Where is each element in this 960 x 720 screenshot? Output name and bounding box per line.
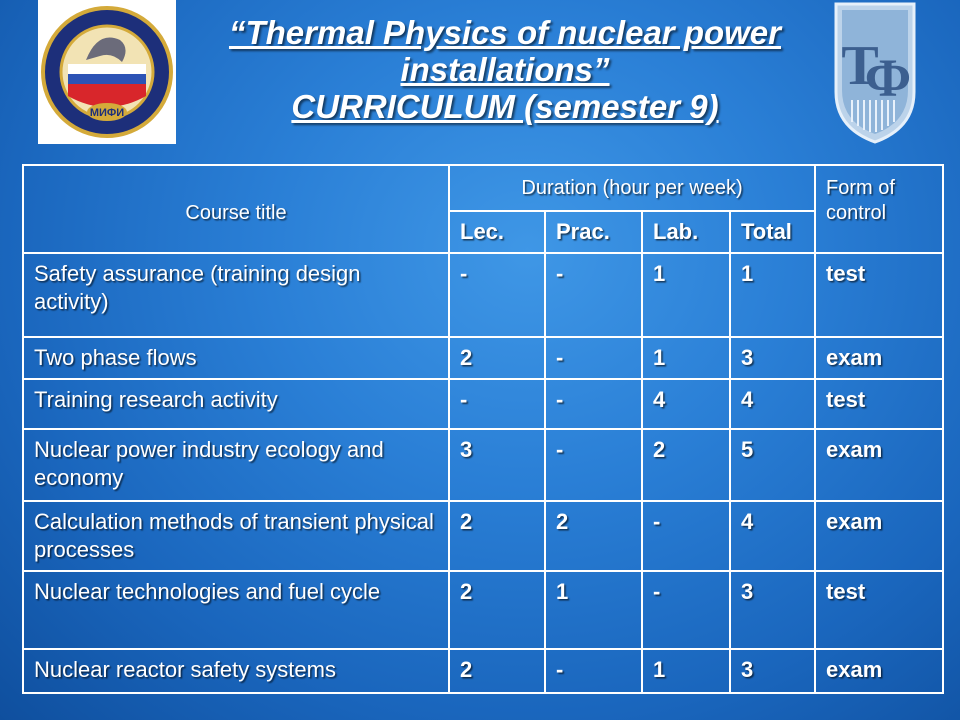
- lec-cell: 2: [449, 571, 545, 649]
- total-cell: 3: [730, 649, 815, 693]
- university-seal-logo: [38, 0, 176, 144]
- control-cell: exam: [815, 649, 943, 693]
- control-cell: exam: [815, 337, 943, 379]
- table-row: [23, 337, 943, 379]
- svg-text:Т: Т: [841, 35, 879, 97]
- total-cell: 5: [730, 429, 815, 501]
- svg-text:Ф: Ф: [864, 48, 912, 108]
- department-shield-logo: [832, 0, 918, 146]
- table-row: [23, 571, 943, 649]
- title-line-2: installations”: [400, 51, 610, 88]
- prac-cell: -: [545, 253, 642, 337]
- lec-cell: -: [449, 379, 545, 429]
- table-row: [23, 253, 943, 337]
- total-cell: 4: [730, 501, 815, 571]
- course-cell: Training research activity: [23, 379, 449, 429]
- course-cell: Calculation methods of transient physical processes: [23, 501, 449, 571]
- control-cell: exam: [815, 501, 943, 571]
- header-form-of-control: Form of control: [815, 165, 943, 253]
- table-row: [23, 649, 943, 693]
- lec-cell: 2: [449, 649, 545, 693]
- prac-cell: 2: [545, 501, 642, 571]
- total-cell: 4: [730, 379, 815, 429]
- control-cell: test: [815, 253, 943, 337]
- course-cell: Nuclear reactor safety systems: [23, 649, 449, 693]
- prac-cell: -: [545, 429, 642, 501]
- prac-cell: -: [545, 649, 642, 693]
- prac-cell: -: [545, 337, 642, 379]
- course-cell: Two phase flows: [23, 337, 449, 379]
- lab-cell: 1: [642, 649, 730, 693]
- lec-cell: 2: [449, 501, 545, 571]
- control-cell: test: [815, 571, 943, 649]
- lab-cell: 2: [642, 429, 730, 501]
- table-header-row: [23, 165, 943, 211]
- total-cell: 3: [730, 571, 815, 649]
- table-row: [23, 379, 943, 429]
- lec-cell: 3: [449, 429, 545, 501]
- course-cell: Nuclear power industry ecology and economy: [23, 429, 449, 501]
- title-line-1: “Thermal Physics of nuclear power: [228, 14, 781, 51]
- table-row: [23, 429, 943, 501]
- total-cell: 3: [730, 337, 815, 379]
- header-total: Total: [730, 211, 815, 253]
- control-cell: test: [815, 379, 943, 429]
- curriculum-table: [22, 164, 944, 694]
- svg-text:МИФИ: МИФИ: [89, 107, 125, 119]
- prac-cell: 1: [545, 571, 642, 649]
- header-prac: Prac.: [545, 211, 642, 253]
- prac-cell: -: [545, 379, 642, 429]
- lab-cell: 4: [642, 379, 730, 429]
- total-cell: 1: [730, 253, 815, 337]
- mephi-seal-icon: [38, 0, 176, 144]
- header-lec: Lec.: [449, 211, 545, 253]
- lab-cell: 1: [642, 337, 730, 379]
- title-line-3: CURRICULUM (semester 9): [291, 88, 719, 125]
- tf-shield-icon: [832, 0, 918, 146]
- course-cell: Nuclear technologies and fuel cycle: [23, 571, 449, 649]
- table-row: [23, 501, 943, 571]
- lec-cell: 2: [449, 337, 545, 379]
- control-cell: exam: [815, 429, 943, 501]
- lab-cell: -: [642, 501, 730, 571]
- header-duration: Duration (hour per week): [449, 165, 815, 211]
- lab-cell: 1: [642, 253, 730, 337]
- course-cell: Safety assurance (training design activity): [23, 253, 449, 337]
- page-title: [200, 14, 810, 125]
- lec-cell: -: [449, 253, 545, 337]
- header-course-title: Course title: [23, 165, 449, 253]
- lab-cell: -: [642, 571, 730, 649]
- header-lab: Lab.: [642, 211, 730, 253]
